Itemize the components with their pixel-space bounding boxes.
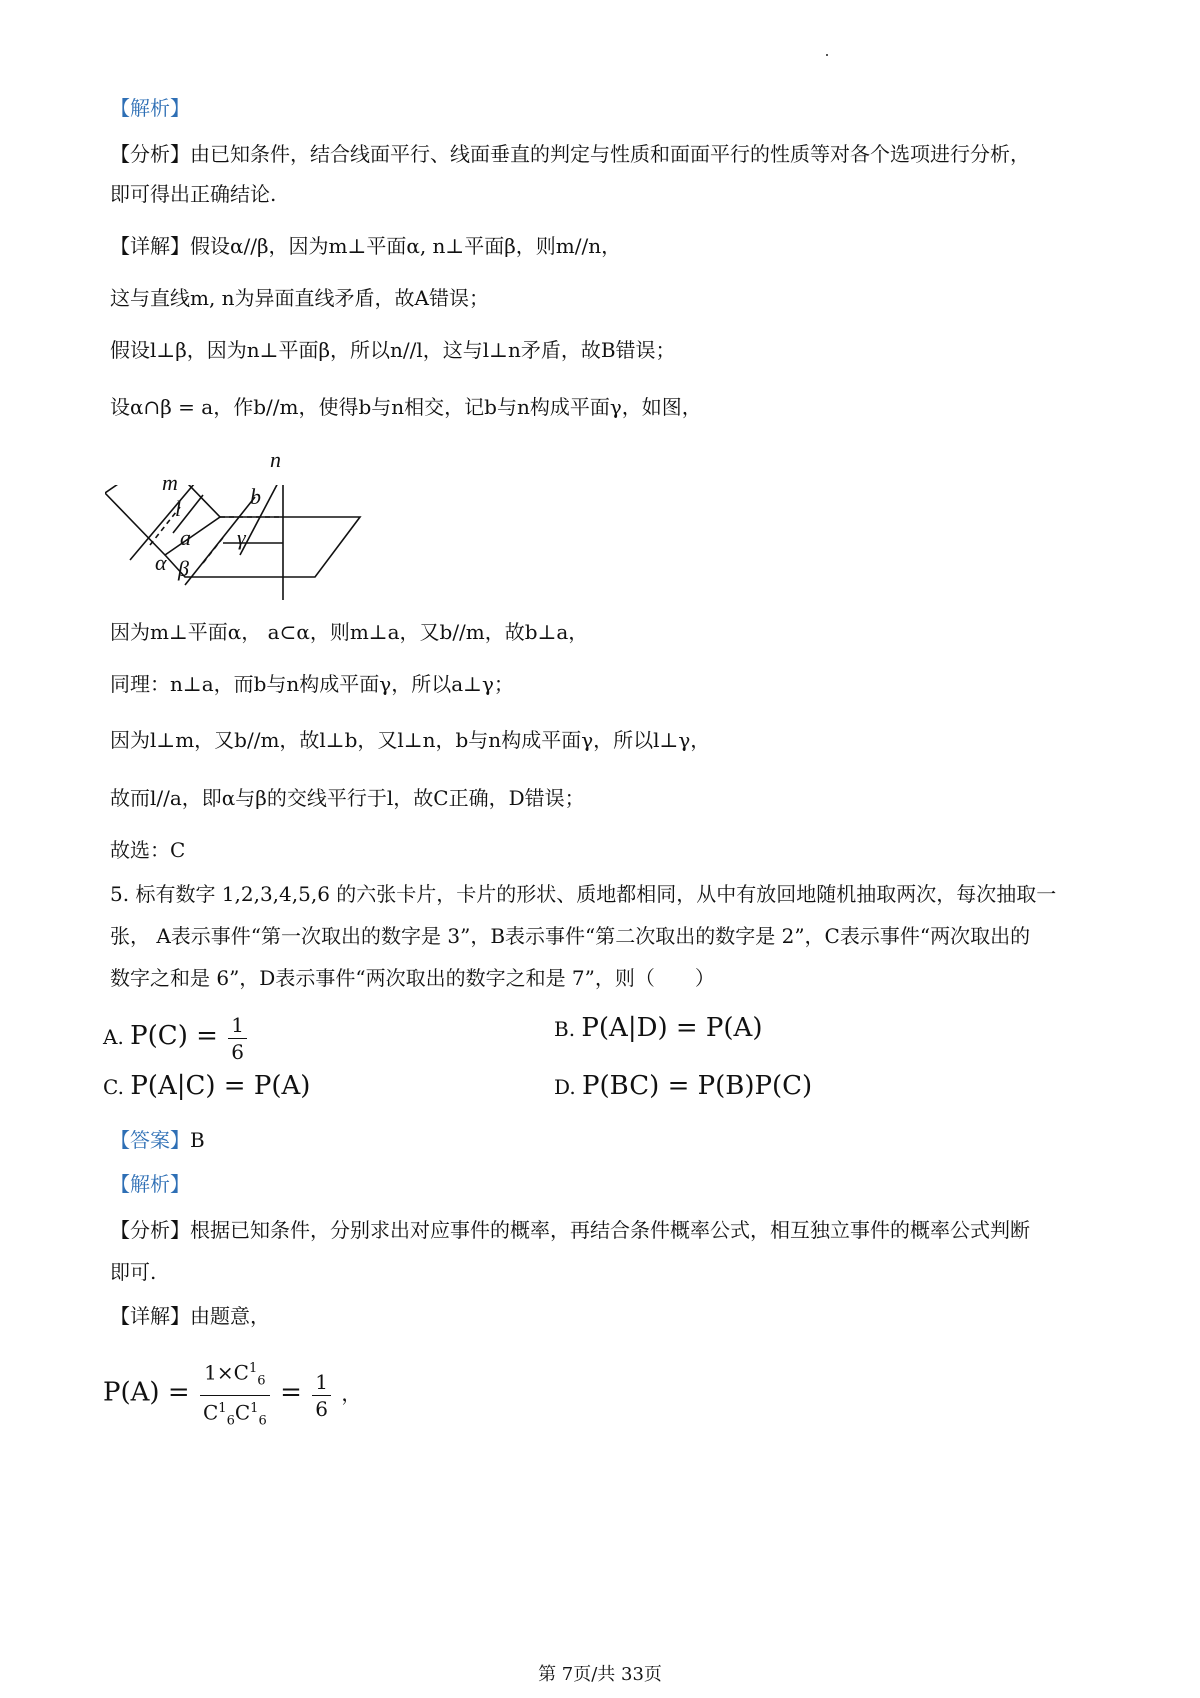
label-alpha: α (155, 550, 167, 575)
option-a (103, 1012, 251, 1065)
page-footer: 第 7页/共 33页 (538, 1664, 662, 1685)
detail-line-3: 假设l⊥β，因为n⊥平面β，所以n//l，这与l⊥n矛盾，故B错误； (110, 338, 676, 362)
formula-num (200, 1356, 270, 1396)
label-n: n (270, 447, 281, 472)
detail-text: 假设α//β，因为m⊥平面α, n⊥平面β，则m//n， (190, 234, 622, 258)
analysis2-line-2: 即可. (110, 1260, 157, 1284)
formula-lhs: P(A) = (103, 1377, 190, 1408)
question5-line-1: 5. 标有数字 1,2,3,4,5,6 的六张卡片，卡片的形状、质地都相同，从中有放回地随机抽取两次，每次抽取一 (110, 882, 1057, 906)
speck (826, 54, 828, 56)
option-d (554, 1072, 812, 1101)
detail-tag: 【详解】 (110, 234, 190, 258)
detail2-line-1: 【详解】由题意， (110, 1304, 270, 1328)
formula-num-sub: 6 (257, 1373, 266, 1389)
label-b: b (250, 484, 261, 509)
analysis2-line-1: 【分析】根据已知条件，分别求出对应事件的概率，再结合条件概率公式，相互独立事件的概率公式判断 (110, 1218, 1030, 1242)
option-d-label: D. (554, 1075, 576, 1099)
analysis-line-1: 【分析】由已知条件，结合线面平行、线面垂直的判定与性质和面面平行的性质等对各个选项进行分析， (110, 142, 1030, 166)
formula-den: $C^1_6C^1_6$ (202, 1400, 267, 1429)
formula-den-sup2: 1 (250, 1400, 259, 1416)
formula-num-text: 1×C (204, 1360, 249, 1385)
formula-result (312, 1369, 331, 1422)
formula-pa (103, 1356, 361, 1434)
option-a-fraction (228, 1012, 247, 1065)
formula-result-num: 1 (312, 1369, 331, 1396)
detail-line-6: 同理：n⊥a，而b与n构成平面γ，所以a⊥γ； (110, 672, 514, 696)
answer-value: B (190, 1128, 205, 1152)
option-d-expr: P(BC) = P(B)P(C) (582, 1071, 813, 1101)
answer-choice: 故选：C (110, 838, 186, 862)
question5-line-3: 数字之和是 6”，D表示事件“两次取出的数字之和是 7”，则（ ） (110, 966, 715, 990)
detail-line-5: 因为m⊥平面α， a⊂α，则m⊥a，又b//m，故b⊥a， (110, 620, 589, 644)
label-a: a (180, 525, 191, 550)
formula-tail: ， (341, 1381, 362, 1406)
label-m: m (162, 470, 178, 495)
option-a-num: 1 (228, 1012, 247, 1039)
detail-line-8: 故而l//a，即α与β的交线平行于l，故C正确，D错误； (110, 786, 585, 810)
analysis-tag-2: 【解析】 (110, 1172, 190, 1196)
formula-fraction (200, 1356, 270, 1434)
question5-line-2: 张， A表示事件“第一次取出的数字是 3”，B表示事件“第二次取出的数字是 2”，C表示事件“两次取出的 (110, 924, 1031, 948)
geometry-figure (105, 485, 365, 610)
formula-equals: = (280, 1377, 302, 1408)
option-c (103, 1072, 310, 1101)
option-a-label: A. (103, 1025, 124, 1049)
option-b (554, 1014, 762, 1043)
analysis-line-2: 即可得出正确结论. (110, 182, 277, 206)
formula-result-den: 6 (315, 1396, 328, 1421)
formula-den-sub2: 6 (258, 1413, 267, 1429)
answer-tag: 【答案】 (110, 1128, 190, 1152)
analysis-tag: 【解析】 (110, 96, 190, 120)
formula-den-sup1: 1 (218, 1400, 227, 1416)
label-beta: β (178, 556, 189, 581)
option-b-label: B. (554, 1017, 576, 1041)
detail-line-4: 设α∩β = a，作b//m，使得b与n相交，记b与n构成平面γ，如图， (110, 395, 702, 419)
option-c-label: C. (103, 1075, 124, 1099)
formula-num-sup: 1 (248, 1361, 258, 1376)
option-a-lhs: P(C) = (130, 1021, 218, 1051)
option-b-expr: P(A|D) = P(A) (581, 1013, 763, 1043)
formula-den-sub1: 6 (226, 1413, 235, 1429)
detail-line-7: 因为l⊥m，又b//m，故l⊥b，又l⊥n，b与n构成平面γ，所以l⊥γ， (110, 728, 711, 752)
answer-line (110, 1126, 205, 1154)
option-c-expr: P(A|C) = P(A) (130, 1071, 311, 1101)
plane-beta-outline (165, 517, 360, 577)
option-a-den: 6 (231, 1040, 244, 1064)
label-l: l (175, 496, 182, 521)
detail-line-1 (110, 232, 621, 260)
label-gamma: γ (237, 525, 246, 550)
detail-line-2: 这与直线m, n为异面直线矛盾，故A错误； (110, 286, 490, 310)
